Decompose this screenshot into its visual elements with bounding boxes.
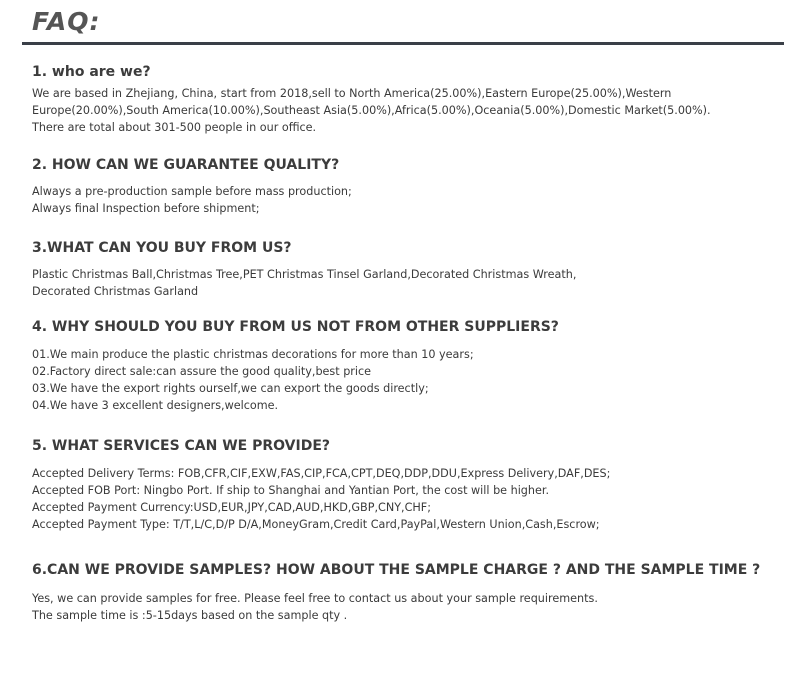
faq-answer-1 — [32, 85, 772, 136]
faq-answer-6 — [32, 590, 772, 624]
faq-item-3 — [32, 239, 772, 300]
answer-line: Yes, we can provide samples for free. Please feel free to contact us about your sample requirements. — [32, 592, 598, 605]
answer-line: We are based in Zhejiang, China, start from 2018,sell to North America(25.00%),Eastern Europe(25.00%),Western — [32, 87, 672, 100]
faq-question-3: 3.WHAT CAN YOU BUY FROM US? — [32, 240, 292, 256]
answer-line: Accepted FOB Port: Ningbo Port. If ship to Shanghai and Yantian Port, the cost will be higher. — [32, 484, 550, 497]
faq-answer-3 — [32, 266, 772, 300]
answer-line: The sample time is :5-15days based on the sample qty . — [32, 609, 348, 622]
page-title: FAQ: — [32, 7, 101, 36]
faq-header — [22, 4, 784, 45]
faq-item-6 — [32, 561, 772, 624]
answer-line: 01.We main produce the plastic christmas decorations for more than 10 years; — [32, 348, 474, 361]
answer-line: Europe(20.00%),South America(10.00%),Southeast Asia(5.00%),Africa(5.00%),Oceania(5.00%),Domestic Market(5.00%). — [32, 104, 711, 117]
faq-question-1: 1. who are we? — [32, 64, 151, 80]
answer-line: Accepted Payment Currency:USD,EUR,JPY,CAD,AUD,HKD,GBP,CNY,CHF; — [32, 501, 432, 514]
answer-line: 02.Factory direct sale:can assure the good quality,best price — [32, 365, 372, 378]
faq-question-2: 2. HOW CAN WE GUARANTEE QUALITY? — [32, 157, 340, 173]
faq-question-6: 6.CAN WE PROVIDE SAMPLES? HOW ABOUT THE SAMPLE CHARGE ? AND THE SAMPLE TIME ? — [32, 562, 761, 578]
faq-question-4: 4. WHY SHOULD YOU BUY FROM US NOT FROM OTHER SUPPLIERS? — [32, 319, 559, 335]
answer-line: Always final Inspection before shipment; — [32, 202, 260, 215]
faq-answer-5 — [32, 465, 772, 533]
faq-item-4 — [32, 318, 772, 414]
answer-line: 03.We have the export rights ourself,we can export the goods directly; — [32, 382, 429, 395]
answer-line: Plastic Christmas Ball,Christmas Tree,PET Christmas Tinsel Garland,Decorated Christmas Wreath, — [32, 268, 577, 281]
faq-question-5: 5. WHAT SERVICES CAN WE PROVIDE? — [32, 438, 331, 454]
faq-item-1 — [32, 63, 772, 136]
answer-line: Decorated Christmas Garland — [32, 285, 199, 298]
faq-answer-2 — [32, 183, 772, 217]
faq-item-5 — [32, 437, 772, 533]
faq-answer-4 — [32, 346, 772, 414]
answer-line: Accepted Payment Type: T/T,L/C,D/P D/A,MoneyGram,Credit Card,PayPal,Western Union,Cash,Escrow; — [32, 518, 600, 531]
answer-line: 04.We have 3 excellent designers,welcome. — [32, 399, 279, 412]
answer-line: There are total about 301-500 people in our office. — [32, 121, 317, 134]
answer-line: Always a pre-production sample before mass production; — [32, 185, 352, 198]
faq-item-2 — [32, 156, 772, 217]
answer-line: Accepted Delivery Terms: FOB,CFR,CIF,EXW,FAS,CIP,FCA,CPT,DEQ,DDP,DDU,Express Delivery,DAF,DES; — [32, 467, 611, 480]
